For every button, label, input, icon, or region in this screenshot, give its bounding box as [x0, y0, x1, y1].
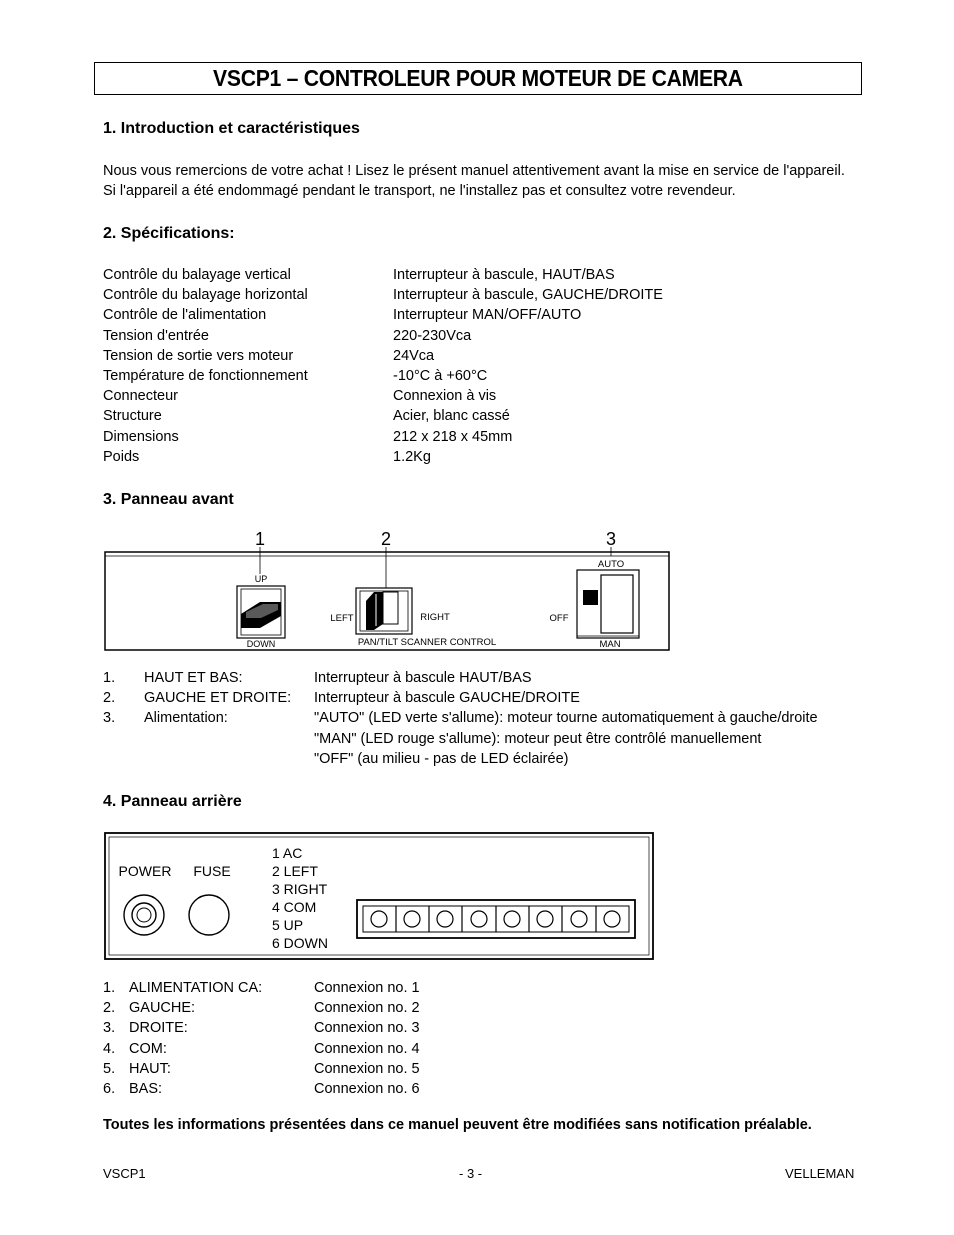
intro-line-1: Nous vous remercions de votre achat ! Lisez le présent manuel attentivement avant la mise en service de l'appareil. — [103, 163, 845, 179]
spec-value: Interrupteur à bascule, HAUT/BAS — [393, 267, 615, 283]
pan-tilt-scanner-control-label: PAN/TILT SCANNER CONTROL — [357, 637, 497, 648]
section-heading-intro: 1. Introduction et caractéristiques — [103, 120, 360, 137]
spec-label: Connecteur — [103, 388, 178, 405]
list-number: 6. — [103, 1081, 116, 1097]
callout-3: 3 — [605, 529, 617, 549]
list-value: Interrupteur à bascule GAUCHE/DROITE — [314, 690, 580, 707]
footer-page-number: - 3 - — [459, 1166, 483, 1181]
terminal-label: 5 UP — [272, 917, 304, 933]
label-fuse: FUSE — [193, 863, 231, 879]
list-value: "AUTO" (LED verte s'allume): moteur tourne automatiquement à gauche/droite — [314, 710, 818, 727]
spec-label: Structure — [103, 408, 162, 425]
spec-label: Contrôle de l'alimentation — [103, 307, 267, 324]
label-down: DOWN — [246, 639, 276, 649]
spec-label: Température de fonctionnement — [103, 367, 308, 384]
terminal-label: 1 AC — [272, 845, 303, 861]
terminal-screw — [371, 911, 387, 927]
spec-label: Tension d'entrée — [103, 327, 209, 344]
power-socket — [124, 895, 164, 935]
list-label: DROITE: — [129, 1020, 188, 1037]
spec-value: Interrupteur à bascule, GAUCHE/DROITE — [393, 287, 663, 304]
footer-model: VSCP1 — [103, 1166, 146, 1181]
list-label: GAUCHE ET DROITE: — [144, 690, 292, 707]
terminal-screw — [537, 911, 553, 927]
led-indicator — [583, 590, 598, 605]
terminal-label: 3 RIGHT — [272, 881, 328, 897]
power-mode-switch — [577, 570, 639, 638]
specs-values — [393, 265, 663, 467]
list-label: GAUCHE: — [129, 1000, 196, 1017]
label-off: OFF — [549, 613, 569, 624]
tilt-toggle-switch — [237, 586, 285, 638]
spec-label: Poids — [103, 448, 140, 465]
list-number: 2. — [103, 690, 116, 707]
label-auto: AUTO — [597, 559, 625, 570]
label-power: POWER — [118, 863, 172, 879]
list-value: Connexion no. 6 — [314, 1081, 420, 1097]
list-number: 3. — [103, 1020, 116, 1037]
list-number: 3. — [103, 710, 116, 727]
section-heading-rear: 4. Panneau arrière — [103, 793, 242, 810]
spec-value: 212 x 218 x 45mm — [393, 428, 513, 445]
footer-brand: VELLEMAN — [785, 1166, 855, 1181]
list-value: Connexion no. 1 — [314, 980, 420, 996]
list-label: COM: — [129, 1040, 167, 1057]
pan-toggle-switch — [356, 588, 412, 634]
fuse-holder — [189, 895, 229, 935]
label-up: UP — [254, 574, 268, 584]
list-number: 2. — [103, 1000, 116, 1017]
callout-1: 1 — [254, 529, 266, 549]
specs-labels — [103, 265, 308, 467]
terminal-legend — [272, 845, 328, 951]
page-title-box — [94, 62, 862, 95]
list-number: 4. — [103, 1040, 116, 1057]
spec-value: 24Vca — [393, 347, 435, 364]
list-number: 5. — [103, 1060, 116, 1077]
terminal-screw — [571, 911, 587, 927]
terminal-screw — [404, 911, 420, 927]
label-man: MAN — [599, 639, 621, 650]
terminal-screw — [471, 911, 487, 927]
label-left: LEFT — [330, 613, 354, 624]
list-value: Connexion no. 2 — [314, 1000, 420, 1017]
terminal-screw — [504, 911, 520, 927]
intro-paragraph — [103, 161, 845, 201]
list-label: Alimentation: — [144, 710, 228, 727]
terminal-block — [357, 900, 635, 938]
spec-label: Dimensions — [103, 428, 179, 445]
label-right: RIGHT — [420, 612, 450, 623]
list-value: Interrupteur à bascule HAUT/BAS — [314, 670, 532, 686]
rear-panel-diagram — [100, 830, 658, 964]
list-value: Connexion no. 4 — [314, 1040, 420, 1057]
list-value: Connexion no. 3 — [314, 1020, 420, 1037]
spec-value: 1.2Kg — [393, 448, 431, 465]
list-label: HAUT: — [129, 1060, 171, 1077]
terminal-screw — [604, 911, 620, 927]
list-value: "OFF" (au milieu - pas de LED éclairée) — [314, 750, 569, 767]
list-value: "MAN" (LED rouge s'allume): moteur peut être contrôlé manuellement — [314, 730, 762, 747]
terminal-label: 2 LEFT — [272, 863, 318, 879]
list-label: HAUT ET BAS: — [144, 670, 243, 686]
list-value: Connexion no. 5 — [314, 1060, 420, 1077]
list-number: 1. — [103, 670, 116, 686]
list-label: BAS: — [129, 1081, 163, 1097]
terminal-screw — [437, 911, 453, 927]
terminal-label: 4 COM — [272, 899, 317, 915]
spec-value: Connexion à vis — [393, 388, 497, 405]
front-panel-diagram — [100, 526, 672, 654]
section-heading-specs: 2. Spécifications: — [103, 225, 235, 242]
disclaimer-notice: Toutes les informations présentées dans ce manuel peuvent être modifiées sans notification préalable. — [103, 1117, 812, 1133]
page-title: VSCP1 – CONTROLEUR POUR MOTEUR DE CAMERA — [213, 65, 743, 91]
rear-panel-outline — [105, 833, 653, 959]
callout-2: 2 — [380, 529, 392, 549]
list-label: ALIMENTATION CA: — [129, 980, 263, 996]
list-number: 1. — [103, 980, 116, 996]
spec-value: -10°C à +60°C — [393, 367, 488, 384]
section-heading-front: 3. Panneau avant — [103, 491, 234, 508]
terminal-label: 6 DOWN — [272, 935, 328, 951]
spec-label: Tension de sortie vers moteur — [103, 347, 294, 364]
intro-line-2: Si l'appareil a été endommagé pendant le transport, ne l'installez pas et consultez votre revendeur. — [103, 183, 736, 199]
spec-label: Contrôle du balayage vertical — [103, 267, 291, 283]
spec-value: Acier, blanc cassé — [393, 408, 510, 425]
spec-value: Interrupteur MAN/OFF/AUTO — [393, 307, 582, 324]
spec-label: Contrôle du balayage horizontal — [103, 287, 308, 304]
spec-value: 220-230Vca — [393, 327, 472, 344]
